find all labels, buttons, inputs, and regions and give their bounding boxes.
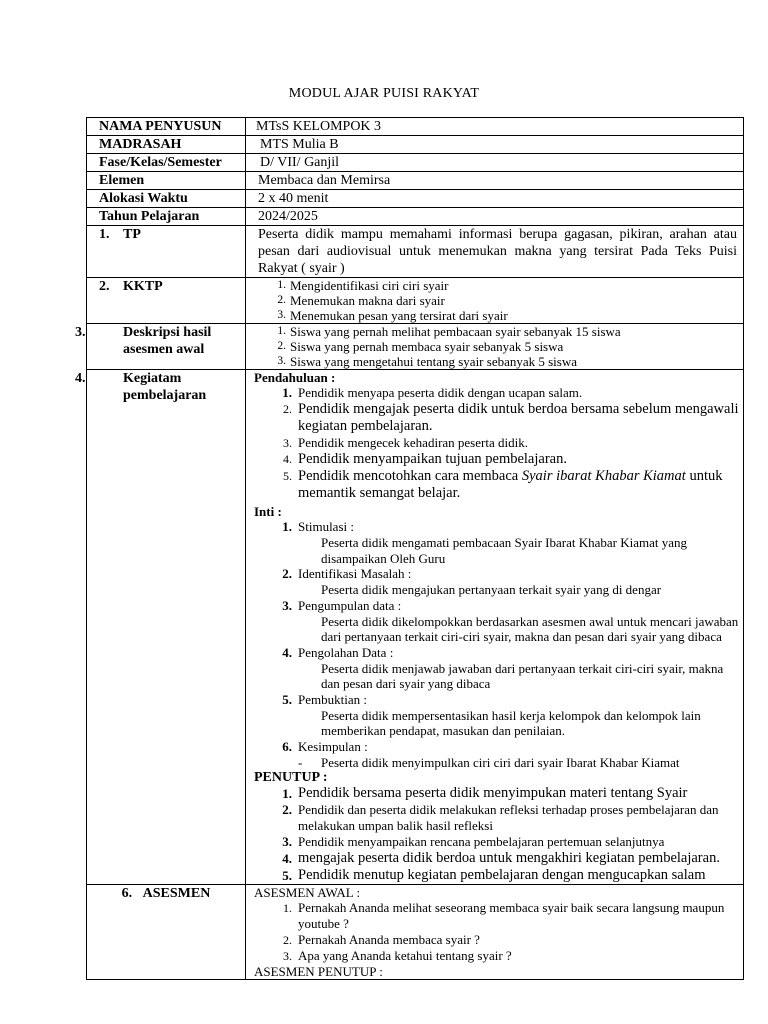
document-title: MODUL AJAR PUISI RAKYAT (288, 86, 480, 101)
deskripsi-list (246, 324, 737, 369)
item-text: Pendidik mengecek kehadiran peserta didik. (298, 435, 528, 450)
item-text: Pernakah Ananda melihat seseorang membaca syair baik secara langsung maupun youtube ? (298, 900, 725, 931)
label-kktp (87, 278, 246, 324)
list-item (254, 598, 739, 645)
label-tahun: Tahun Pelajaran (87, 208, 246, 226)
row-tahun (87, 208, 744, 226)
syair-title-italic: Syair ibarat Khabar Kiamat (521, 468, 686, 484)
item-number: 3. (282, 597, 292, 613)
row-kktp (87, 278, 744, 324)
list-item (254, 566, 739, 598)
list-item (254, 468, 739, 502)
asesmen-number: 6. (121, 886, 133, 901)
value-alokasi: 2 x 40 menit (246, 190, 744, 208)
item-number: 5. (282, 691, 292, 707)
item-text: Pendidik mencotohkan cara membaca (298, 468, 522, 484)
kegiatan-label-line2: pembelajaran (123, 388, 207, 403)
list-item (254, 834, 739, 850)
item-text: Siswa yang pernah membaca syair sebanyak 5 siswa (290, 339, 564, 354)
kegiatan-label-block (75, 370, 245, 404)
item-number: 5. (282, 868, 292, 883)
row-madrasah (87, 136, 744, 154)
list-item (254, 802, 739, 834)
value-elemen: Membaca dan Memirsa (246, 172, 744, 190)
list-item (254, 739, 739, 771)
value-deskripsi (246, 324, 744, 370)
label-elemen: Elemen (87, 172, 246, 190)
item-text: mengajak peserta didik berdoa untuk mengakhiri kegiatan pembelajaran. (298, 850, 720, 866)
list-item (254, 435, 739, 451)
list-item (246, 293, 737, 308)
list-item (254, 948, 737, 964)
list-item (254, 785, 739, 802)
list-item (254, 867, 739, 884)
item-desc: Peserta didik mengajukan pertanyaan terkait syair yang di dengar (321, 582, 662, 597)
dash-marker: - (298, 754, 303, 770)
row-penyusun (87, 118, 744, 136)
asesmen-penutup-heading: ASESMEN PENUTUP : (254, 964, 383, 979)
item-desc: Peserta didik dikelompokkan berdasarkan asesmen awal untuk mencari jawaban dari pertanyaan terkait ciri-ciri syair, makna dan pesan dari syair yang dibaca (321, 613, 739, 644)
module-table (75, 117, 744, 980)
row-kegiatan (87, 370, 744, 885)
item-number: 4. (282, 644, 292, 660)
list-item (246, 278, 737, 293)
item-number: 2. (283, 933, 292, 947)
item-text: Pendidik bersama peserta didik menyimpukan materi tentang Syair (298, 785, 688, 801)
row-elemen (87, 172, 744, 190)
penutup-list (254, 785, 739, 884)
list-item (246, 308, 737, 323)
item-number: 2. (277, 294, 286, 306)
pendahuluan-list (254, 385, 739, 502)
row-alokasi (87, 190, 744, 208)
list-item (254, 850, 739, 867)
asesmen-label: ASESMEN (142, 886, 211, 901)
item-head: Stimulasi : (298, 519, 354, 534)
list-item (254, 401, 739, 435)
item-text: Pendidik menyampaikan tujuan pembelajaran. (298, 451, 567, 467)
item-text: Apa yang Ananda ketahui tentang syair ? (298, 948, 512, 963)
value-madrasah: MTS Mulia B (246, 136, 744, 154)
item-text: Menemukan makna dari syair (290, 293, 445, 308)
item-number: 6. (282, 738, 292, 754)
item-number: 1. (282, 519, 292, 534)
item-desc: Peserta didik menjawab jawaban dari pertanyaan terkait ciri-ciri syair, makna dan pesan dari syair yang dibaca (321, 660, 724, 691)
deskripsi-label-block (75, 324, 245, 358)
label-deskripsi (75, 324, 246, 370)
tp-number: 1. (99, 227, 110, 242)
label-kegiatan (75, 370, 246, 885)
item-number: 3. (283, 436, 292, 450)
item-number: 3. (277, 309, 286, 321)
value-tahun: 2024/2025 (246, 208, 744, 226)
item-head: Pembuktian : (298, 691, 367, 707)
deskripsi-label-line2: asesmen awal (123, 342, 205, 357)
item-head: Identifikasi Masalah : (298, 566, 412, 581)
row-tp (87, 226, 744, 278)
pendahuluan-heading: Pendahuluan : (254, 370, 336, 385)
item-head: Pengumpulan data : (298, 597, 402, 613)
item-desc (298, 755, 739, 771)
kktp-list (246, 278, 737, 323)
list-item (254, 900, 737, 932)
value-fase: D/ VII/ Ganjil (246, 154, 744, 172)
list-item (254, 692, 739, 739)
asesmen-awal-heading: ASESMEN AWAL : (254, 885, 361, 900)
item-number: 1. (282, 786, 292, 801)
item-text: Pendidik mengajak peserta didik untuk berdoa bersama sebelum mengawali kegiatan pembelajaran. (298, 401, 739, 434)
item-desc-text: Peserta didik menyimpulkan ciri ciri dari syair Ibarat Khabar Kiamat (321, 754, 680, 770)
deskripsi-label-line1: Deskripsi hasil (123, 325, 212, 340)
item-text: Pendidik dan peserta didik melakukan refleksi terhadap proses pembelajaran dan melakukan umpan balik hasil refleksi (298, 802, 719, 833)
asesmen-list (254, 900, 737, 964)
value-tp: Peserta didik mampu memahami informasi berupa gagasan, pikiran, arahan atau pesan dari audiovisual untuk menemukan makna yang tersirat Pada Teks Puisi Rakyat ( syair ) (246, 226, 744, 278)
item-number: 1. (283, 901, 292, 915)
item-text: Siswa yang pernah melihat pembacaan syair sebanyak 15 siswa (290, 324, 621, 339)
label-tp (87, 226, 246, 278)
item-number: 2. (283, 402, 292, 416)
list-item (254, 645, 739, 692)
deskripsi-number: 3. (75, 325, 86, 340)
row-deskripsi (87, 324, 744, 370)
kegiatan-number: 4. (75, 371, 86, 386)
item-number: 2. (282, 802, 292, 817)
kktp-number: 2. (99, 279, 110, 294)
inti-heading: Inti : (254, 504, 282, 519)
tp-label: TP (123, 227, 141, 242)
item-head: Kesimpulan : (298, 738, 368, 754)
label-penyusun: NAMA PENYUSUN (87, 118, 246, 136)
list-item (254, 932, 737, 948)
row-asesmen (87, 885, 744, 980)
item-head: Pengolahan Data : (298, 644, 394, 660)
item-number: 2. (282, 566, 292, 581)
item-number: 2. (277, 340, 286, 352)
item-number: 1. (282, 385, 292, 400)
item-number: 5. (283, 469, 292, 483)
list-item (246, 339, 737, 354)
inti-list (254, 519, 739, 770)
list-item (246, 354, 737, 369)
kegiatan-label-line1: Kegiatam (123, 371, 182, 386)
item-number: 3. (282, 834, 292, 849)
value-penyusun: MTsS KELOMPOK 3 (246, 118, 744, 136)
item-text: Siswa yang mengetahui tentang syair sebanyak 5 siswa (290, 354, 578, 369)
item-text: Pendidik menyapa peserta didik dengan ucapan salam. (298, 385, 583, 400)
item-text: untuk memantik semangat belajar. (298, 468, 723, 501)
row-fase (87, 154, 744, 172)
label-alokasi: Alokasi Waktu (87, 190, 246, 208)
label-asesmen (87, 885, 246, 980)
item-text: Menemukan pesan yang tersirat dari syair (290, 308, 508, 323)
value-asesmen (246, 885, 744, 980)
list-item (254, 385, 739, 401)
item-text: Pendidik menutup kegiatan pembelajaran dengan mengucapkan salam (298, 867, 706, 883)
item-number: 1. (277, 279, 286, 291)
list-item (254, 451, 739, 468)
label-fase: Fase/Kelas/Semester (87, 154, 246, 172)
item-text: Pernakah Ananda membaca syair ? (298, 932, 480, 947)
value-kktp (246, 278, 744, 324)
item-number: 4. (283, 452, 292, 466)
item-number: 3. (283, 949, 292, 963)
item-desc: Peserta didik mengamati pembacaan Syair Ibarat Khabar Kiamat yang disampaikan Oleh Guru (321, 535, 688, 566)
penutup-heading: PENUTUP : (254, 770, 328, 785)
item-number: 1. (277, 325, 286, 337)
kktp-label: KKTP (123, 279, 163, 294)
value-kegiatan (246, 370, 744, 885)
item-number: 4. (282, 851, 292, 866)
item-text: Pendidik menyampaikan rencana pembelajaran pertemuan selanjutnya (298, 834, 665, 849)
label-madrasah: MADRASAH (87, 136, 246, 154)
list-item (246, 324, 737, 339)
item-number: 3. (277, 355, 286, 367)
item-desc: Peserta didik mempersentasikan hasil kerja kelompok dan kelompok lain memberikan pendapat, masukan dan penilaian. (321, 707, 701, 738)
list-item (254, 519, 739, 566)
item-text: Mengidentifikasi ciri ciri syair (290, 278, 449, 293)
